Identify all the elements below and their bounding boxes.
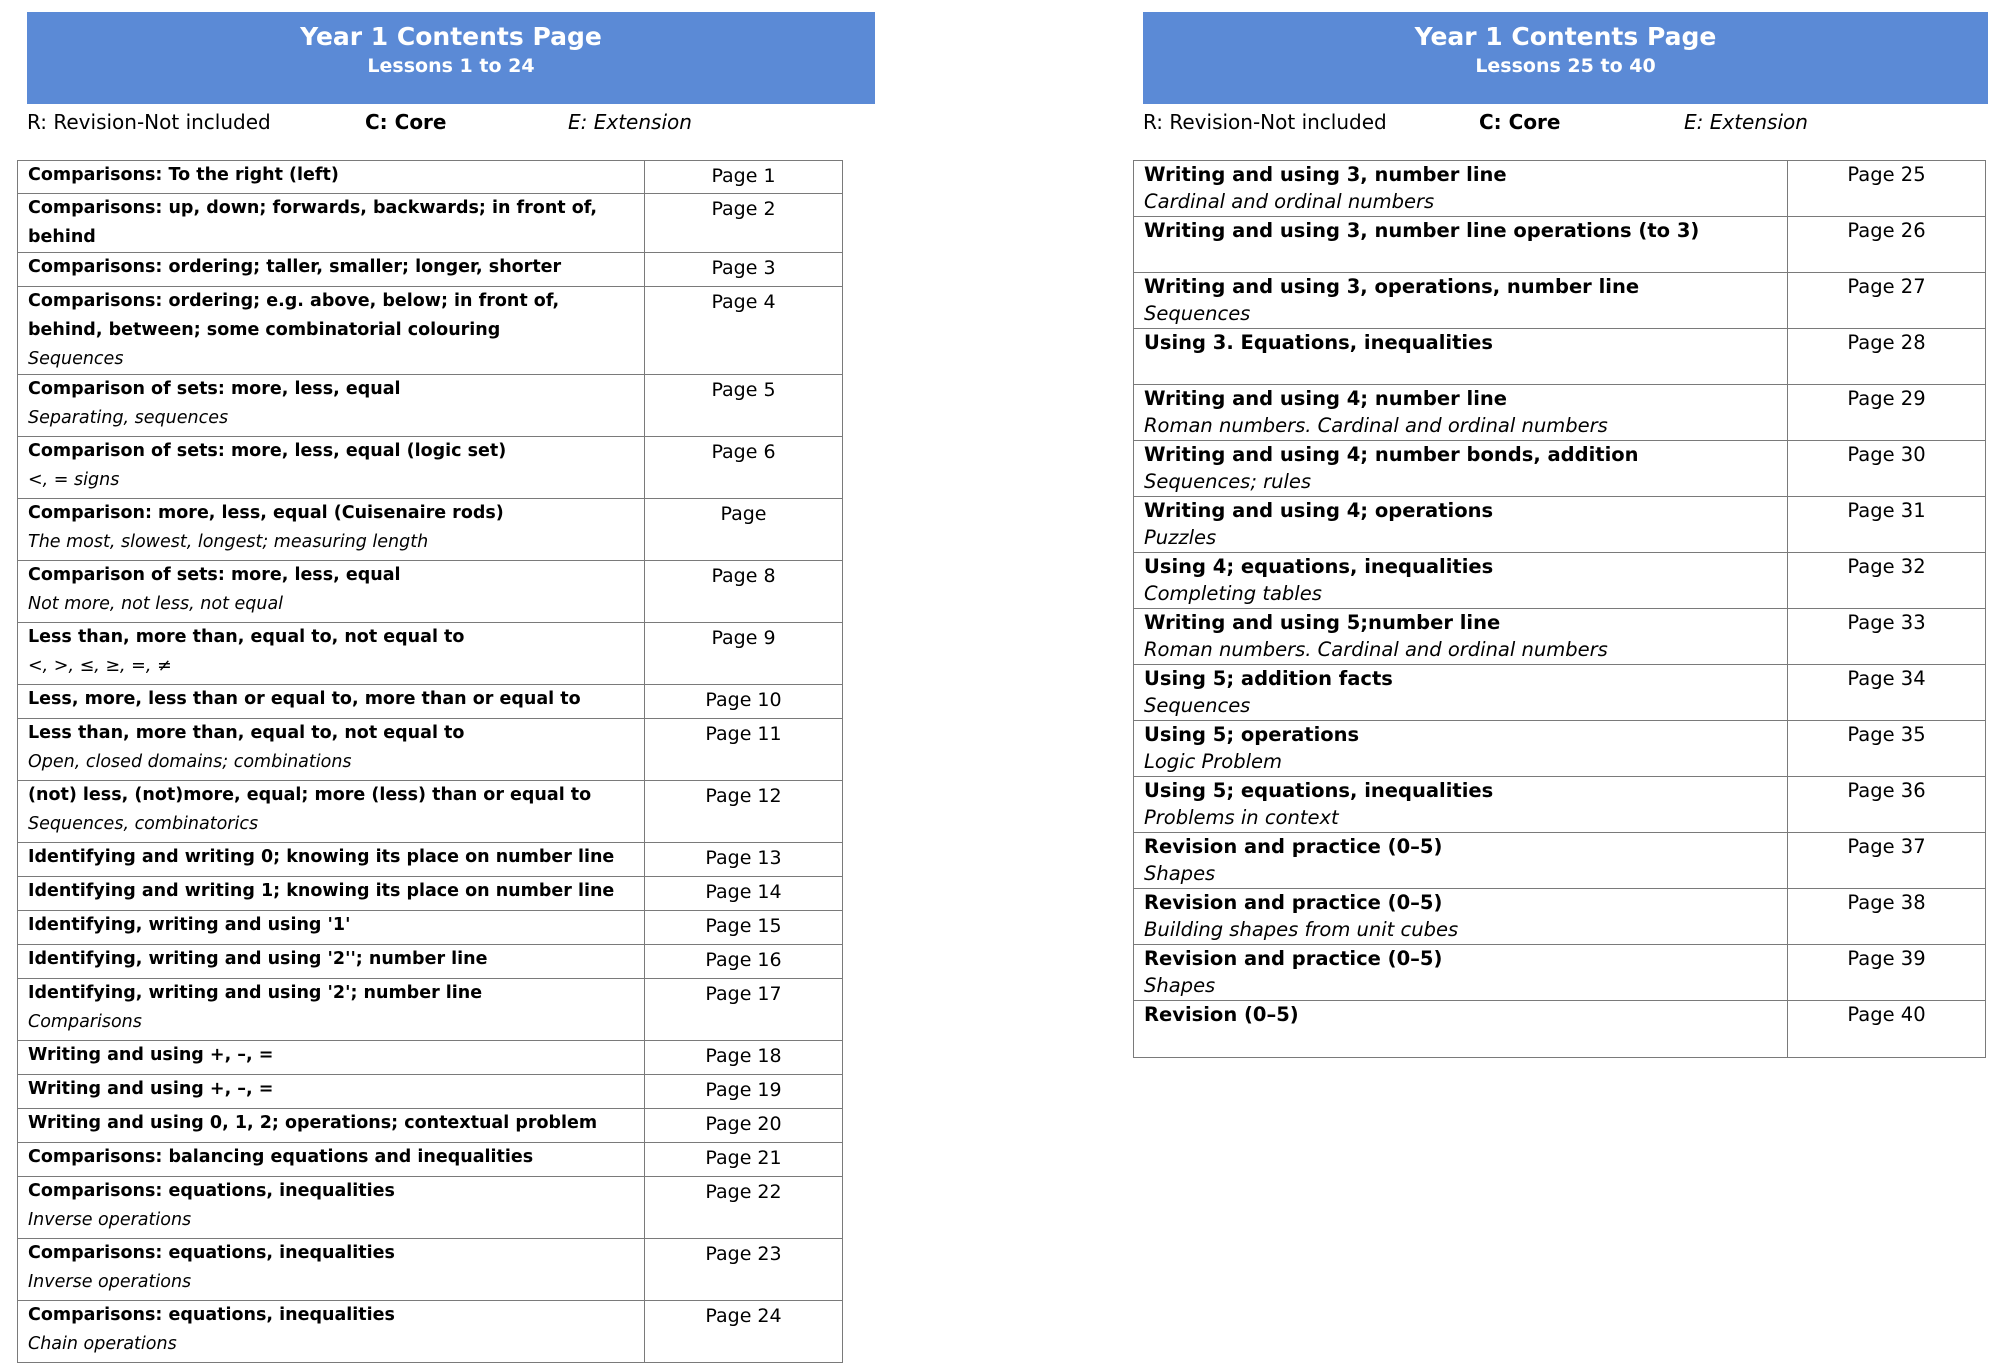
contents-row xyxy=(18,375,843,437)
lesson-subtitle: Not more, not less, not equal xyxy=(28,594,284,614)
lesson-title-cell xyxy=(1134,889,1788,945)
lesson-title: Comparisons: equations, inequalities xyxy=(28,1243,395,1263)
lesson-title: Comparison of sets: more, less, equal (logic set) xyxy=(28,441,507,461)
page-number: Page 27 xyxy=(1788,273,1986,329)
contents-row xyxy=(18,161,843,194)
lesson-subtitle: Sequences; rules xyxy=(1144,470,1312,493)
page-number: Page xyxy=(645,499,843,561)
lesson-subtitle: Sequences, combinatorics xyxy=(28,814,259,834)
page-number: Page 39 xyxy=(1788,945,1986,1001)
lesson-title-cell xyxy=(18,437,645,499)
contents-row xyxy=(18,287,843,375)
lesson-title-cell xyxy=(1134,777,1788,833)
lesson-title: Using 4; equations, inequalities xyxy=(1144,555,1494,578)
page-number: Page 16 xyxy=(645,945,843,979)
lesson-title: Identifying and writing 0; knowing its place on number line xyxy=(28,847,615,867)
lesson-title-cell xyxy=(1134,329,1788,385)
lesson-subtitle: <, = signs xyxy=(28,470,120,490)
lesson-title: Identifying, writing and using '2'; number line xyxy=(28,983,483,1003)
page-number: Page 18 xyxy=(645,1041,843,1075)
lesson-title-cell xyxy=(18,911,645,945)
lesson-title-cell xyxy=(18,161,645,194)
contents-row xyxy=(18,1239,843,1301)
contents-row xyxy=(1134,329,1986,385)
lesson-title: Comparisons: To the right (left) xyxy=(28,165,339,185)
contents-row xyxy=(18,623,843,685)
legend-core: C: Core xyxy=(365,110,447,134)
lesson-title-cell xyxy=(1134,833,1788,889)
lesson-title-cell xyxy=(18,877,645,911)
page-number: Page 9 xyxy=(645,623,843,685)
right-contents-table xyxy=(1133,160,1986,1058)
lesson-subtitle: Chain operations xyxy=(28,1334,177,1354)
contents-row xyxy=(18,911,843,945)
lesson-title-cell xyxy=(1134,497,1788,553)
contents-row xyxy=(18,1177,843,1239)
page-number: Page 30 xyxy=(1788,441,1986,497)
lesson-title: Comparisons: ordering; taller, smaller; longer, shorter xyxy=(28,257,562,277)
contents-row xyxy=(1134,609,1986,665)
legend-extension: E: Extension xyxy=(1684,110,1808,134)
page-number: Page 36 xyxy=(1788,777,1986,833)
lesson-subtitle: Inverse operations xyxy=(28,1272,192,1292)
lesson-title: Identifying and writing 1; knowing its place on number line xyxy=(28,881,615,901)
lesson-title: Comparisons: equations, inequalities xyxy=(28,1181,395,1201)
lesson-title: Identifying, writing and using '1' xyxy=(28,915,351,935)
lesson-title-cell xyxy=(1134,553,1788,609)
page-number: Page 21 xyxy=(645,1143,843,1177)
page-number: Page 20 xyxy=(645,1109,843,1143)
contents-row xyxy=(18,1143,843,1177)
lesson-title-cell xyxy=(18,1075,645,1109)
contents-row xyxy=(18,194,843,253)
contents-row xyxy=(1134,441,1986,497)
lesson-title: Using 3. Equations, inequalities xyxy=(1144,331,1493,354)
lesson-subtitle: Shapes xyxy=(1144,862,1216,885)
left-header-title: Year 1 Contents Page xyxy=(300,22,602,51)
lesson-subtitle: Roman numbers. Cardinal and ordinal numbers xyxy=(1144,414,1608,437)
lesson-subtitle: Shapes xyxy=(1144,974,1216,997)
lesson-title: Writing and using 4; number line xyxy=(1144,387,1507,410)
lesson-subtitle: Puzzles xyxy=(1144,526,1217,549)
lesson-title: Writing and using 0, 1, 2; operations; contextual problem xyxy=(28,1113,598,1133)
page-number: Page 34 xyxy=(1788,665,1986,721)
lesson-subtitle: Problems in context xyxy=(1144,806,1339,829)
contents-row xyxy=(1134,777,1986,833)
lesson-title-cell xyxy=(18,623,645,685)
contents-row xyxy=(18,685,843,719)
lesson-subtitle: Sequences xyxy=(1144,694,1251,717)
lesson-title: Comparisons: ordering; e.g. above, below; in front of, behind, between; some combinatorial colouring xyxy=(28,291,560,340)
lesson-title: Less, more, less than or equal to, more than or equal to xyxy=(28,689,581,709)
page-number: Page 11 xyxy=(645,719,843,781)
lesson-subtitle: The most, slowest, longest; measuring length xyxy=(28,532,429,552)
lesson-subtitle: Inverse operations xyxy=(28,1210,192,1230)
page-number: Page 8 xyxy=(645,561,843,623)
contents-row xyxy=(18,437,843,499)
legend-revision: R: Revision-Not included xyxy=(1143,110,1387,134)
right-legend xyxy=(1143,106,1988,136)
legend-core: C: Core xyxy=(1479,110,1561,134)
lesson-title-cell xyxy=(18,1143,645,1177)
contents-row xyxy=(1134,945,1986,1001)
contents-row xyxy=(1134,833,1986,889)
lesson-title: Using 5; operations xyxy=(1144,723,1360,746)
page-number: Page 14 xyxy=(645,877,843,911)
lesson-title: Comparisons: up, down; forwards, backwards; in front of, behind xyxy=(28,198,598,247)
lesson-title-cell xyxy=(18,945,645,979)
page-number: Page 13 xyxy=(645,843,843,877)
lesson-title-cell xyxy=(1134,217,1788,273)
lesson-subtitle: Logic Problem xyxy=(1144,750,1283,773)
lesson-title: Writing and using +, –, = xyxy=(28,1045,274,1065)
lesson-title: Comparison: more, less, equal (Cuisenaire rods) xyxy=(28,503,504,523)
lesson-title: Writing and using 3, operations, number line xyxy=(1144,275,1640,298)
lesson-title-cell xyxy=(1134,1001,1788,1058)
contents-row xyxy=(18,979,843,1041)
lesson-title: Less than, more than, equal to, not equal to xyxy=(28,723,465,743)
page-number: Page 1 xyxy=(645,161,843,194)
lesson-title: Writing and using 4; operations xyxy=(1144,499,1494,522)
lesson-subtitle: <, >, ≤, ≥, =, ≠ xyxy=(28,656,172,676)
lesson-title-cell xyxy=(18,499,645,561)
lesson-title-cell xyxy=(1134,609,1788,665)
contents-row xyxy=(18,1301,843,1363)
legend-revision: R: Revision-Not included xyxy=(27,110,271,134)
lesson-title: Revision and practice (0–5) xyxy=(1144,947,1443,970)
lesson-title-cell xyxy=(18,685,645,719)
page-number: Page 17 xyxy=(645,979,843,1041)
left-contents-table xyxy=(17,160,843,1363)
lesson-title: Writing and using 4; number bonds, addition xyxy=(1144,443,1639,466)
lesson-title-cell xyxy=(18,194,645,253)
page-number: Page 19 xyxy=(645,1075,843,1109)
contents-row xyxy=(18,843,843,877)
page-number: Page 23 xyxy=(645,1239,843,1301)
contents-row xyxy=(18,719,843,781)
page-number: Page 3 xyxy=(645,253,843,287)
lesson-title: Less than, more than, equal to, not equal to xyxy=(28,627,465,647)
contents-row xyxy=(1134,721,1986,777)
lesson-title-cell xyxy=(1134,161,1788,217)
lesson-title: Writing and using 3, number line operations (to 3) xyxy=(1144,219,1700,242)
lesson-title-cell xyxy=(18,287,645,375)
lesson-title-cell xyxy=(18,375,645,437)
lesson-title: Revision and practice (0–5) xyxy=(1144,835,1443,858)
lesson-subtitle: Separating, sequences xyxy=(28,408,229,428)
contents-row xyxy=(1134,161,1986,217)
lesson-title: Comparison of sets: more, less, equal xyxy=(28,565,401,585)
lesson-title-cell xyxy=(18,1041,645,1075)
lesson-title-cell xyxy=(18,253,645,287)
contents-row xyxy=(1134,1001,1986,1058)
lesson-title: Comparison of sets: more, less, equal xyxy=(28,379,401,399)
contents-row xyxy=(1134,217,1986,273)
left-header-subtitle: Lessons 1 to 24 xyxy=(367,55,535,77)
lesson-title-cell xyxy=(1134,441,1788,497)
lesson-title-cell xyxy=(18,1177,645,1239)
lesson-title: Writing and using +, –, = xyxy=(28,1079,274,1099)
contents-row xyxy=(1134,497,1986,553)
lesson-title: Comparisons: equations, inequalities xyxy=(28,1305,395,1325)
lesson-title-cell xyxy=(18,781,645,843)
page-number: Page 6 xyxy=(645,437,843,499)
lesson-title-cell xyxy=(1134,945,1788,1001)
lesson-title-cell xyxy=(1134,385,1788,441)
contents-row xyxy=(1134,665,1986,721)
contents-row xyxy=(1134,553,1986,609)
page-number: Page 15 xyxy=(645,911,843,945)
page-number: Page 32 xyxy=(1788,553,1986,609)
lesson-subtitle: Cardinal and ordinal numbers xyxy=(1144,190,1435,213)
contents-row xyxy=(18,877,843,911)
lesson-title-cell xyxy=(18,1301,645,1363)
legend-extension: E: Extension xyxy=(568,110,692,134)
lesson-title-cell xyxy=(18,1109,645,1143)
right-header-subtitle: Lessons 25 to 40 xyxy=(1475,55,1656,77)
lesson-title: Writing and using 3, number line xyxy=(1144,163,1507,186)
lesson-title: Writing and using 5;number line xyxy=(1144,611,1501,634)
lesson-title: Identifying, writing and using '2''; number line xyxy=(28,949,488,969)
page-number: Page 28 xyxy=(1788,329,1986,385)
page-number: Page 40 xyxy=(1788,1001,1986,1058)
lesson-title-cell xyxy=(1134,665,1788,721)
right-header-banner xyxy=(1143,12,1988,104)
lesson-title: Revision (0–5) xyxy=(1144,1003,1299,1026)
lesson-subtitle: Sequences xyxy=(28,349,124,369)
page-number: Page 35 xyxy=(1788,721,1986,777)
lesson-title-cell xyxy=(18,719,645,781)
contents-row xyxy=(18,1109,843,1143)
page-number: Page 26 xyxy=(1788,217,1986,273)
lesson-subtitle: Comparisons xyxy=(28,1012,142,1032)
lesson-subtitle: Sequences xyxy=(1144,302,1251,325)
contents-row xyxy=(18,253,843,287)
left-legend xyxy=(27,106,875,136)
page-number: Page 5 xyxy=(645,375,843,437)
lesson-title: Using 5; equations, inequalities xyxy=(1144,779,1494,802)
page-number: Page 31 xyxy=(1788,497,1986,553)
lesson-subtitle: Completing tables xyxy=(1144,582,1322,605)
page-number: Page 4 xyxy=(645,287,843,375)
page-number: Page 25 xyxy=(1788,161,1986,217)
page-number: Page 2 xyxy=(645,194,843,253)
contents-row xyxy=(18,1041,843,1075)
lesson-title-cell xyxy=(1134,721,1788,777)
contents-row xyxy=(18,561,843,623)
lesson-title-cell xyxy=(18,561,645,623)
contents-row xyxy=(18,1075,843,1109)
contents-row xyxy=(1134,385,1986,441)
lesson-subtitle: Roman numbers. Cardinal and ordinal numbers xyxy=(1144,638,1608,661)
lesson-title: Comparisons: balancing equations and inequalities xyxy=(28,1147,534,1167)
page-number: Page 38 xyxy=(1788,889,1986,945)
page-number: Page 24 xyxy=(645,1301,843,1363)
lesson-title: Revision and practice (0–5) xyxy=(1144,891,1443,914)
contents-row xyxy=(18,499,843,561)
lesson-title-cell xyxy=(18,1239,645,1301)
contents-row xyxy=(18,781,843,843)
right-header-title: Year 1 Contents Page xyxy=(1414,22,1717,51)
page-number: Page 37 xyxy=(1788,833,1986,889)
lesson-title-cell xyxy=(18,979,645,1041)
lesson-subtitle: Open, closed domains; combinations xyxy=(28,752,352,772)
contents-row xyxy=(1134,273,1986,329)
lesson-title-cell xyxy=(18,843,645,877)
lesson-title-cell xyxy=(1134,273,1788,329)
page-number: Page 10 xyxy=(645,685,843,719)
page-number: Page 22 xyxy=(645,1177,843,1239)
lesson-title: Using 5; addition facts xyxy=(1144,667,1393,690)
page-number: Page 12 xyxy=(645,781,843,843)
contents-row xyxy=(18,945,843,979)
lesson-title: (not) less, (not)more, equal; more (less) than or equal to xyxy=(28,785,592,805)
page-number: Page 29 xyxy=(1788,385,1986,441)
left-header-banner xyxy=(27,12,875,104)
page-number: Page 33 xyxy=(1788,609,1986,665)
contents-row xyxy=(1134,889,1986,945)
lesson-subtitle: Building shapes from unit cubes xyxy=(1144,918,1459,941)
